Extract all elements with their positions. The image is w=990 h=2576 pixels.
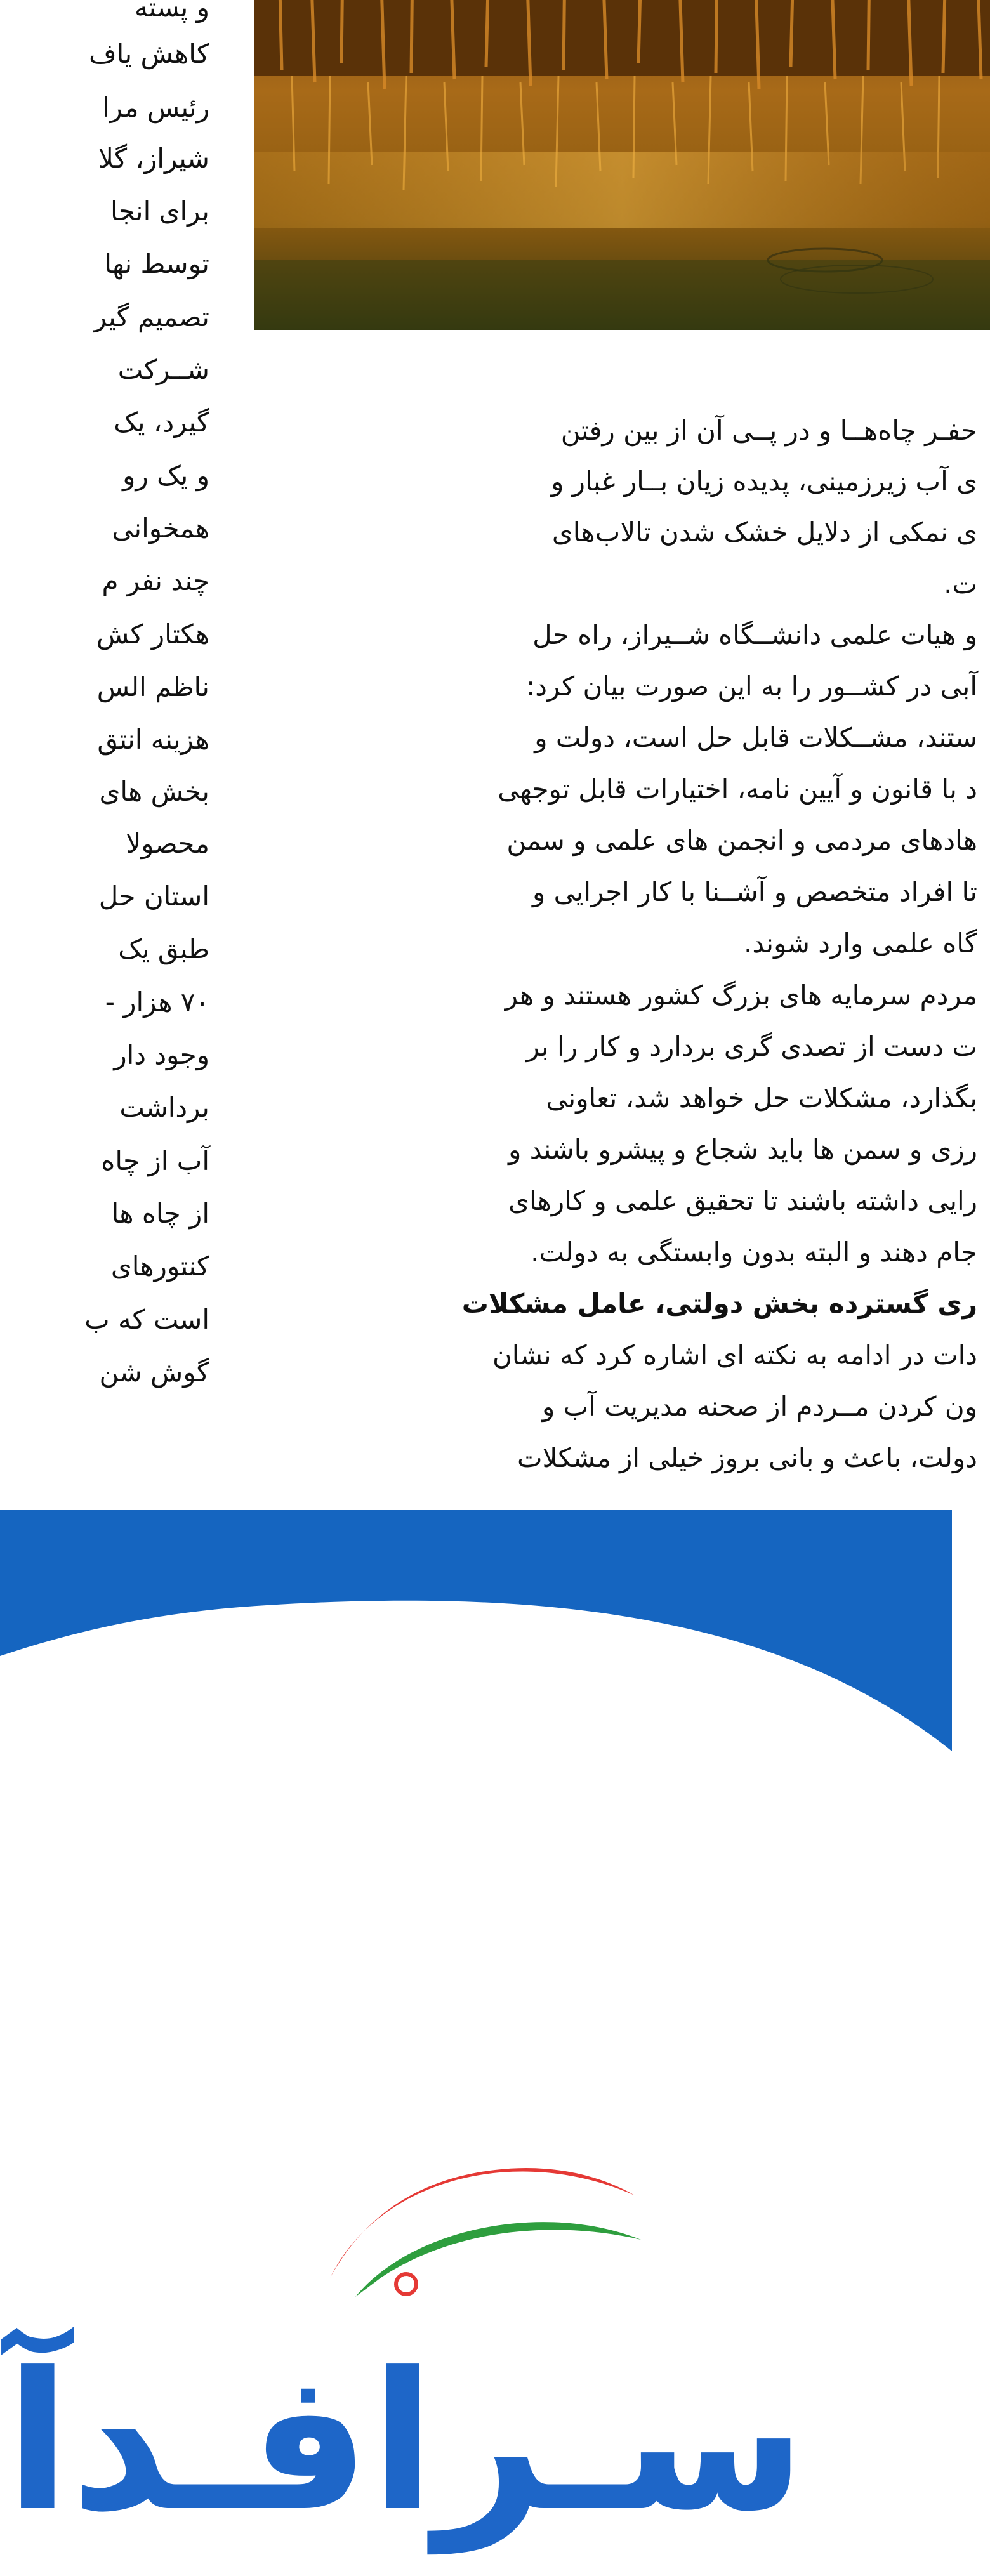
article-line: ی آب زیرزمینی، پدیده زیان بــار غبار و (551, 466, 977, 497)
left-line: توسط نها (104, 248, 209, 279)
article-column (254, 355, 977, 1473)
article-line: مردم سرمایه های بزرگ کشور هستند و هر (505, 980, 977, 1011)
left-line: چند نفر م (102, 565, 209, 596)
left-line: محصولا (126, 828, 209, 859)
wetland-photo (254, 0, 990, 330)
left-line: رئیس مرا (102, 92, 209, 123)
left-line: آب از چاه (101, 1145, 209, 1176)
left-line: شیراز، گلا (98, 143, 209, 174)
article-subheading: ری گسترده بخش دولتی، عامل مشکلات (461, 1288, 977, 1319)
article-line: هادهای مردمی و انجمن های علمی و سمن (506, 825, 977, 856)
left-line: کنتورهای (110, 1251, 209, 1282)
article-line: حفـر چاه‌هــا و در پــی آن از بین رفتن (560, 415, 977, 446)
left-line: ناظم الس (96, 671, 209, 702)
article-line: د با قانون و آیین نامه، اختیارات قابل توجهی (498, 773, 977, 805)
left-line: گوش شن (99, 1357, 209, 1388)
article-line: ت. (944, 568, 977, 600)
left-line: از چاه ها (111, 1198, 209, 1229)
left-line: کاهش یاف (89, 38, 209, 69)
left-line: بخش های (99, 776, 209, 807)
left-line: ۷۰ هزار - (105, 987, 209, 1018)
left-line: شــرکت (117, 354, 209, 385)
article-line: ت دست از تصدی گری بردارد و کار را بر (526, 1031, 977, 1062)
left-line: و پسته (135, 0, 209, 23)
left-line: هکتار کش (96, 619, 209, 650)
left-line: وجود دار (114, 1039, 209, 1070)
left-text-column (0, 0, 209, 1421)
left-line: همخوانی (112, 513, 209, 544)
article-line: رایی داشته باشند تا تحقیق علمی و کارهای (508, 1185, 977, 1216)
left-line: و یک رو (122, 460, 209, 491)
article-line: دولت، باعث و بانی بروز خیلی از مشکلات (517, 1442, 977, 1473)
article-line: آبی در کشــور را به این صورت بیان کرد: (526, 671, 977, 702)
left-line: گیرد، یک (114, 407, 209, 438)
left-line: تصمیم گیر (93, 301, 209, 332)
article-line: تا افراد متخصص و آشــنا با کار اجرایی و (532, 876, 977, 907)
logo-text: سـرافـدآ (4, 2332, 806, 2553)
article-line: دات در ادامه به نکته ای اشاره کرد که نشان (492, 1339, 977, 1370)
left-line: استان حل (98, 881, 209, 912)
left-line: طبق یک (118, 933, 209, 964)
left-line: هزینه انتق (97, 724, 209, 755)
article-line: رزی و سمن ها باید شجاع و پیشرو باشند و (508, 1134, 977, 1165)
left-line: برای انجا (110, 195, 209, 227)
article-line: ستند، مشــکلات قابل حل است، دولت و (534, 722, 977, 753)
article-line: بگذارد، مشکلات حل خواهد شد، تعاونی (546, 1082, 977, 1114)
left-line: است که ب (84, 1304, 209, 1335)
article-line: گاه علمی وارد شوند. (743, 928, 977, 959)
article-line: و هیات علمی دانشــگاه شــیراز، راه حل (532, 619, 977, 650)
article-line: ون کردن مــردم از صحنه مدیریت آب و (541, 1391, 977, 1422)
article-line: جام دهند و البته بدون وابستگی به دولت. (531, 1237, 977, 1268)
article-line: ی نمکی از دلایل خشک شدن تالاب‌های (551, 516, 977, 548)
left-line: برداشت (119, 1092, 209, 1123)
